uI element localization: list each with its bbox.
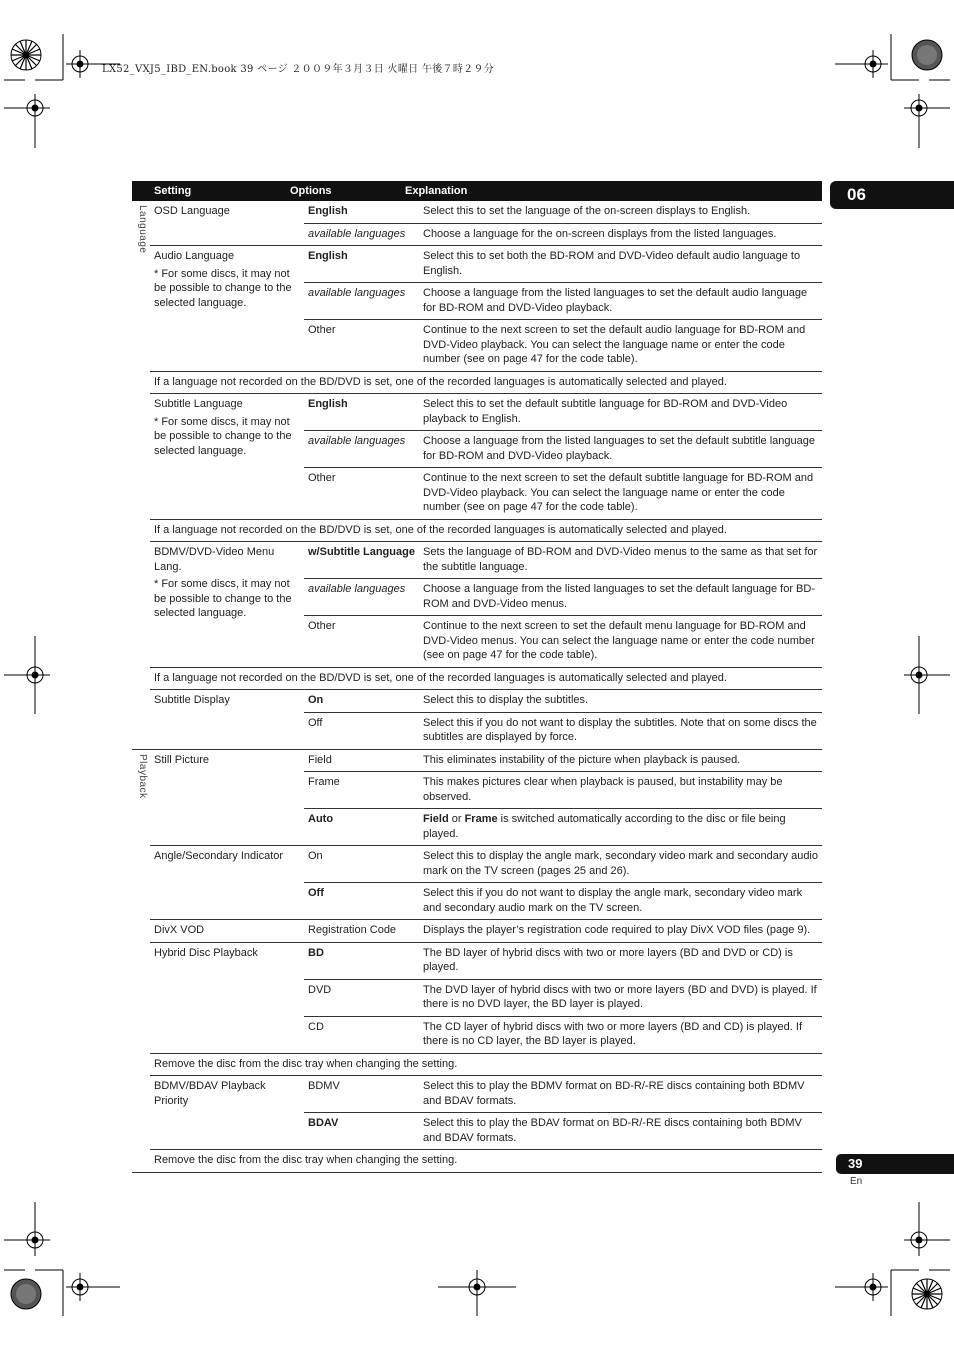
setting-cell	[150, 943, 304, 1053]
table-row	[304, 712, 822, 749]
table-row	[304, 1016, 822, 1053]
crosshair-icon	[835, 50, 888, 78]
explanation-cell: Select this to set the default subtitle language for BD-ROM and DVD-Video playback to English.	[423, 398, 788, 425]
option-cell: Auto	[308, 813, 334, 825]
explanation-cell: Continue to the next screen to set the default menu language for BD-ROM and DVD-Video menus. You can select the language name or enter the code number (see on page 47 for the code table).	[423, 620, 815, 661]
setting-note: * For some discs, it may not be possible to change to the selected language.	[154, 415, 292, 457]
column-header-setting: Setting	[154, 185, 192, 197]
table-row	[304, 467, 822, 519]
setting-name: Audio Language	[154, 250, 235, 262]
table-row	[304, 943, 822, 979]
explanation-cell: This eliminates instability of the picture when playback is paused.	[423, 753, 741, 766]
explanation-cell: Select this if you do not want to display the subtitles. Note that on some discs the subtitles are displayed by force.	[423, 716, 817, 743]
page-number: 39	[848, 1156, 863, 1171]
table-row-group	[150, 750, 822, 847]
target-rosette-icon	[11, 40, 41, 70]
option-cell: On	[308, 850, 323, 862]
table-row	[304, 578, 822, 615]
option-cell: Frame	[308, 776, 340, 788]
option-cell: Registration Code	[308, 924, 397, 936]
table-note: Remove the disc from the disc tray when changing the setting.	[154, 1154, 458, 1166]
crosshair-icon	[835, 1273, 888, 1301]
column-header-explanation: Explanation	[405, 185, 468, 197]
option-cell: Off	[308, 887, 324, 899]
table-row	[304, 246, 822, 282]
table-row-group	[150, 1076, 822, 1150]
table-row	[304, 615, 822, 667]
table-row	[304, 920, 822, 942]
option-cell: available languages	[308, 227, 406, 240]
table-row-group	[150, 846, 822, 920]
explanation-keyword: Field	[423, 813, 449, 825]
table-row	[304, 771, 822, 808]
crosshair-icon	[66, 1273, 120, 1301]
setting-cell	[150, 394, 304, 519]
table-row	[304, 223, 822, 246]
setting-name: BDMV/BDAV Playback Priority	[154, 1080, 266, 1107]
table-section	[132, 750, 822, 1173]
explanation-cell: The CD layer of hybrid discs with two or more layers (BD and CD) is played. If there is no CD layer, the BD layer is played.	[423, 1020, 803, 1047]
table-note: Remove the disc from the disc tray when changing the setting.	[150, 1054, 822, 1077]
explanation-cell: Select this to play the BDMV format on BD-R/-RE discs containing both BDMV and BDAV formats.	[423, 1080, 805, 1107]
explanation-cell: Sets the language of BD-ROM and DVD-Video menus to the same as that set for the subtitle language.	[423, 546, 818, 573]
option-cell: Other	[308, 472, 336, 484]
crosshair-icon	[4, 94, 50, 148]
setting-name: OSD Language	[154, 205, 230, 217]
option-cell: available languages	[308, 435, 406, 447]
table-row	[304, 282, 822, 319]
settings-table	[132, 181, 822, 1173]
option-cell: English	[308, 205, 348, 217]
crosshair-icon	[4, 636, 50, 714]
crosshair-icon	[904, 94, 950, 148]
file-header: LX52_VXJ5_IBD_EN.book 39 ページ ２００９年３月３日 火曜日 午後７時２９分	[102, 64, 495, 75]
explanation-cell: Choose a language from the listed languages to set the default language for BD-ROM and DVD-Video menus.	[423, 583, 815, 610]
setting-name: Subtitle Language	[154, 398, 243, 410]
setting-cell	[150, 920, 304, 942]
explanation-cell: Select this to display the angle mark, secondary video mark and secondary audio mark on the TV screen (pages 25 and 26).	[423, 850, 818, 877]
table-row	[304, 394, 822, 430]
target-rosette-icon	[11, 1279, 41, 1309]
table-row	[304, 542, 822, 578]
table-row-group	[150, 943, 822, 1054]
setting-cell	[150, 542, 304, 667]
table-row-group	[150, 201, 822, 246]
option-cell: Other	[308, 620, 336, 632]
explanation-keyword: Frame	[464, 813, 498, 825]
table-header	[132, 181, 822, 201]
explanation-cell	[419, 809, 822, 845]
table-row	[304, 1112, 822, 1149]
option-cell: available languages	[308, 583, 406, 595]
table-row	[304, 319, 822, 371]
section-label: Playback	[137, 753, 148, 799]
option-cell: DVD	[308, 983, 332, 996]
table-row	[304, 690, 822, 712]
setting-note: * For some discs, it may not be possible to change to the selected language.	[154, 267, 292, 309]
option-cell: BDMV	[308, 1080, 340, 1092]
table-row	[304, 808, 822, 845]
target-rosette-icon	[912, 40, 942, 70]
explanation-cell: Select this if you do not want to display the angle mark, secondary video mark and secondary audio mark on the TV screen.	[423, 887, 803, 914]
table-note: If a language not recorded on the BD/DVD is set, one of the recorded languages is automatically selected and played.	[150, 372, 822, 395]
table-row-group	[150, 246, 822, 372]
explanation-text: or	[448, 813, 465, 825]
explanation-cell: Choose a language from the listed languages to set the default subtitle language for BD-ROM and DVD-Video playback.	[423, 435, 815, 462]
option-cell: available languages	[308, 287, 406, 299]
explanation-cell: Choose a language from the listed languages to set the default audio language for BD-ROM and DVD-Video playback.	[423, 287, 808, 314]
option-cell: English	[308, 250, 348, 262]
explanation-text: is switched automatically according to the disc or file being played.	[423, 813, 786, 840]
setting-name: Still Picture	[154, 753, 210, 766]
setting-note: * For some discs, it may not be possible to change to the selected language.	[154, 578, 292, 619]
setting-cell	[150, 246, 304, 371]
crosshair-icon	[4, 1202, 50, 1256]
table-row	[304, 846, 822, 882]
explanation-cell: The DVD layer of hybrid discs with two or more layers (BD and DVD) is played. If there is no DVD layer, the BD layer is played.	[423, 983, 817, 1010]
table-row-group	[150, 920, 822, 943]
option-cell: Other	[308, 324, 336, 336]
table-row	[304, 979, 822, 1016]
chapter-tab	[830, 181, 954, 209]
table-row-group	[150, 542, 822, 668]
option-cell: Field	[308, 753, 332, 766]
setting-name: Subtitle Display	[154, 694, 230, 706]
explanation-cell: Choose a language for the on-screen displays from the listed languages.	[423, 227, 777, 240]
section-label: Language	[137, 205, 148, 254]
table-row-group	[150, 394, 822, 520]
explanation-cell: Select this to display the subtitles.	[423, 694, 589, 706]
explanation-cell: Displays the player’s registration code required to play DivX VOD files (page 9).	[423, 924, 811, 936]
explanation-cell: Select this to set both the BD-ROM and DVD-Video default audio language to English.	[423, 250, 801, 277]
option-cell: On	[308, 694, 324, 706]
setting-cell	[150, 1076, 304, 1149]
table-row-group	[150, 690, 822, 749]
option-cell: Off	[308, 716, 323, 729]
setting-name: Angle/Secondary Indicator	[154, 850, 284, 862]
table-note: If a language not recorded on the BD/DVD is set, one of the recorded languages is automatically selected and played.	[150, 668, 822, 691]
explanation-cell: The BD layer of hybrid discs with two or more layers (BD and DVD or CD) is played.	[423, 946, 793, 973]
crosshair-icon	[904, 636, 950, 714]
table-row	[304, 750, 822, 772]
option-cell: w/Subtitle Language	[308, 546, 415, 558]
page-number-tab	[836, 1154, 954, 1174]
column-header-options: Options	[290, 185, 332, 197]
option-cell: English	[308, 398, 348, 410]
setting-cell	[150, 690, 304, 749]
table-row	[304, 882, 822, 919]
option-cell: CD	[308, 1020, 324, 1033]
crosshair-icon	[904, 1202, 950, 1256]
target-rosette-icon	[912, 1279, 942, 1309]
chapter-number: 06	[847, 185, 866, 204]
setting-cell	[150, 846, 304, 919]
table-section	[132, 201, 822, 750]
table-row	[304, 1076, 822, 1112]
explanation-cell: Continue to the next screen to set the default subtitle language for BD-ROM and DVD-Video playback. You can select the language name or enter the code number (see on page 47 for the code table).	[423, 472, 814, 513]
page-language: En	[850, 1176, 863, 1187]
table-row	[304, 430, 822, 467]
setting-cell	[150, 201, 304, 245]
explanation-cell: This makes pictures clear when playback is paused, but instability may be observed.	[423, 776, 783, 803]
explanation-cell: Select this to play the BDAV format on BD-R/-RE discs containing both BDMV and BDAV formats.	[423, 1117, 802, 1144]
option-cell: BD	[308, 946, 324, 959]
table-note: If a language not recorded on the BD/DVD is set, one of the recorded languages is automatically selected and played.	[150, 520, 822, 543]
explanation-cell: Continue to the next screen to set the default audio language for BD-ROM and DVD-Video playback. You can select the language name or enter the code number (see on page 47 for the code table).	[423, 324, 806, 365]
explanation-cell: Select this to set the language of the on-screen displays to English.	[423, 205, 751, 217]
setting-name: BDMV/DVD-Video Menu Lang.	[154, 546, 275, 573]
setting-name: Hybrid Disc Playback	[154, 946, 258, 959]
setting-name: DivX VOD	[154, 924, 205, 936]
table-row	[304, 201, 822, 223]
option-cell: BDAV	[308, 1117, 339, 1129]
crosshair-icon	[438, 1270, 516, 1316]
setting-cell	[150, 750, 304, 846]
